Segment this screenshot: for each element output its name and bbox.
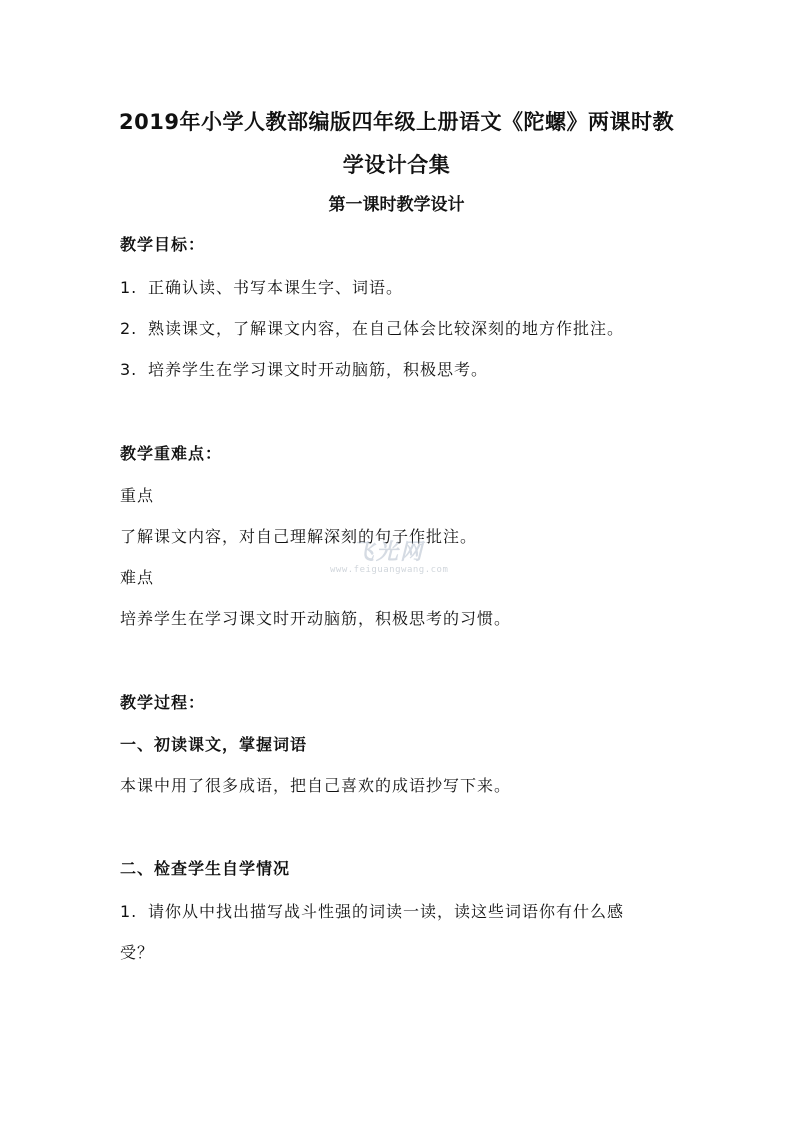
watermark-cn-text: 飞光网	[352, 540, 425, 565]
process-part1-text: 本课中用了很多成语，把自己喜欢的成语抄写下来。	[120, 776, 512, 795]
key-point-text: 了解课文内容，对自己理解深刻的句子作批注。	[120, 527, 478, 546]
goal-item	[120, 357, 690, 380]
key-point-label: 重点	[120, 486, 155, 505]
process-part2-item-number: 1.	[120, 902, 138, 921]
watermark-logo	[330, 535, 470, 585]
document-title-line1: 2019年小学人教部编版四年级上册语文《陀螺》两课时教	[119, 110, 674, 134]
process-part2-heading: 二、检查学生自学情况	[120, 859, 291, 878]
difficulty-label: 难点	[120, 568, 155, 587]
goal-item-number: 2.	[120, 319, 138, 338]
process-part2-item-text: 请你从中找出描写战斗性强的词读一读，读这些词语你有什么感	[148, 902, 625, 921]
document-title-line2: 学设计合集	[342, 153, 451, 177]
goal-item-text: 培养学生在学习课文时开动脑筋，积极思考。	[148, 360, 489, 379]
process-part2-item-continuation: 受？	[120, 943, 155, 962]
goal-item-number: 3.	[120, 360, 138, 379]
goal-item	[120, 275, 690, 298]
process-part2-item	[120, 899, 690, 922]
goal-item-number: 1.	[120, 278, 138, 297]
process-heading: 教学过程：	[120, 693, 206, 712]
goal-item-text: 熟读课文，了解课文内容，在自己体会比较深刻的地方作批注。	[148, 319, 625, 338]
process-part1-heading: 一、初读课文，掌握词语	[120, 735, 308, 754]
difficulty-text: 培养学生在学习课文时开动脑筋，积极思考的习惯。	[120, 609, 512, 628]
goals-heading: 教学目标：	[120, 235, 206, 254]
goal-item-text: 正确认读、书写本课生字、词语。	[148, 278, 404, 297]
watermark-url-text: www.feiguangwang.com	[330, 565, 449, 575]
goal-item	[120, 316, 690, 339]
lesson-subtitle: 第一课时教学设计	[328, 195, 465, 215]
key-points-heading: 教学重难点：	[120, 444, 223, 463]
